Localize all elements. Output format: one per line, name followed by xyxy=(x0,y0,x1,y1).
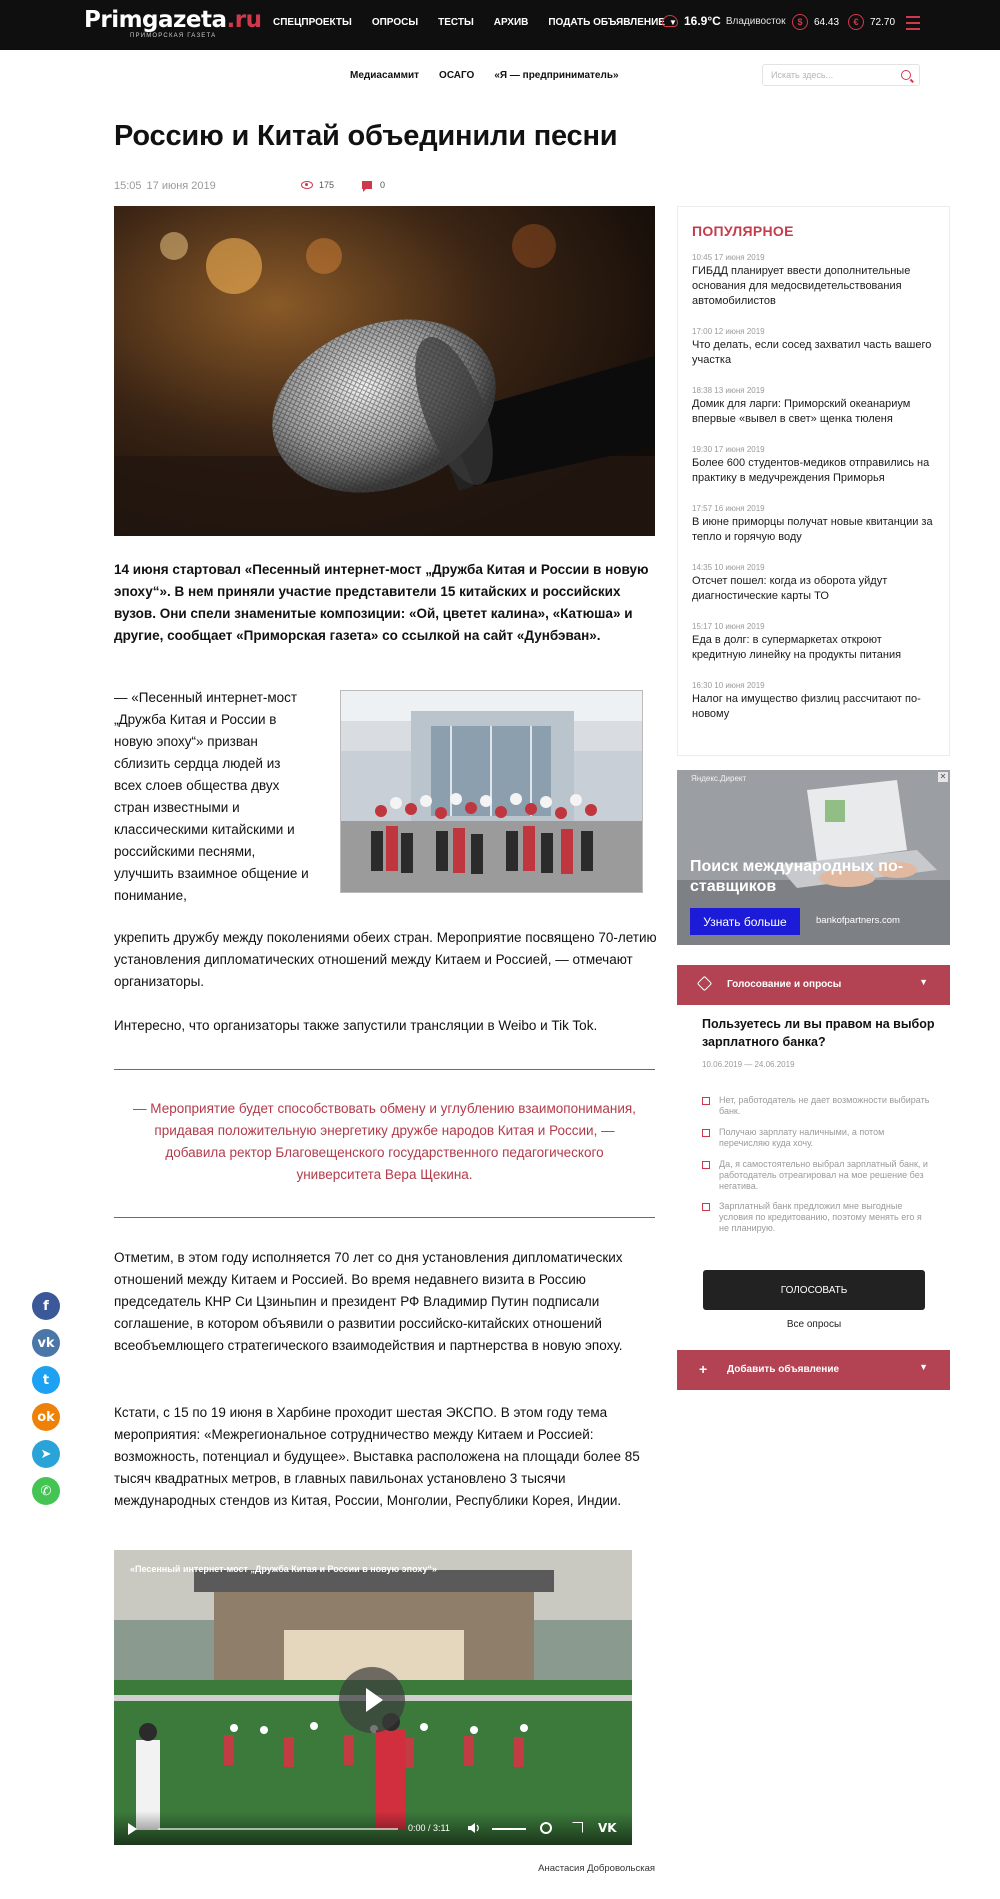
search-icon[interactable] xyxy=(901,70,911,80)
popular-item-date: 10 июня 2019 xyxy=(714,563,765,572)
poll-accordion-header[interactable] xyxy=(677,965,950,1005)
all-polls-link[interactable]: Все опросы xyxy=(786,1319,842,1330)
share-whatsapp-icon[interactable]: ✆ xyxy=(32,1477,60,1505)
poll-option-label: Нет, работодатель не дает возможности выбирать банк. xyxy=(719,1095,930,1116)
popular-item-title[interactable]: Более 600 студентов-медиков отправились на практику в медучреждения Приморья xyxy=(692,457,930,484)
article-lead: 14 июня стартовал «Песенный интернет-мост „Дружба Китая и России в новую эпоху“». В нем приняли участие представители 15 китайских и российских вузов. Они спели знаменитые композиции: «Ой, цветет калина», «Катюша» и другие, сообщает «Приморская газета» со ссылкой на сайт «Дунбэван». xyxy=(114,562,649,643)
usd-rate xyxy=(792,14,839,30)
popular-item-date: 16 июня 2019 xyxy=(714,504,765,513)
article-time: 15:05 xyxy=(114,180,142,192)
dollar-icon: $ xyxy=(792,14,808,30)
euro-icon: € xyxy=(848,14,864,30)
popular-item-date: 17 июня 2019 xyxy=(714,253,765,262)
usd-rate-value: 64.43 xyxy=(814,16,840,28)
add-ad-accordion-header[interactable] xyxy=(677,1350,950,1390)
share-vk-icon[interactable]: vk xyxy=(32,1329,60,1357)
eur-rate xyxy=(848,14,895,30)
volume-slider[interactable] xyxy=(492,1828,526,1830)
popular-item-date: 12 июня 2019 xyxy=(714,327,765,336)
popular-item-title[interactable]: Домик для ларги: Приморский океанариум впервые «вывел в свет» щенка тюленя xyxy=(692,398,911,425)
vote-button[interactable]: ГОЛОСОВАТЬ xyxy=(703,1270,925,1310)
subnav-link-mediasummit[interactable]: Медиасаммит xyxy=(350,70,420,81)
popular-item-title[interactable]: Отсчет пошел: когда из оборота уйдут диагностические карты ТО xyxy=(692,575,888,602)
popular-item[interactable] xyxy=(692,622,937,663)
eur-rate-value: 72.70 xyxy=(870,16,896,28)
popular-item-title[interactable]: Налог на имущество физлиц рассчитают по-новому xyxy=(692,693,921,720)
popular-item-time: 19:30 xyxy=(692,445,713,454)
popular-item-date: 10 июня 2019 xyxy=(714,681,765,690)
chevron-down-icon: ▼ xyxy=(919,977,928,987)
students-group-photo xyxy=(340,690,643,893)
popular-item-title[interactable]: Еда в долг: в супермаркетах откроют кредитную линейку на продукты питания xyxy=(692,634,902,661)
popular-item-time: 16:30 xyxy=(692,681,713,690)
popular-item-time: 17:00 xyxy=(692,327,713,336)
nav-polls[interactable]: ОПРОСЫ xyxy=(371,17,419,28)
ad-banner[interactable] xyxy=(677,770,950,945)
ad-label: Яндекс.Директ xyxy=(691,774,747,783)
main-nav xyxy=(273,17,697,28)
weather-temp: 16.9°C xyxy=(684,14,721,28)
volume-icon[interactable] xyxy=(468,1822,480,1834)
share-odnoklassniki-icon[interactable]: ok xyxy=(32,1403,60,1431)
poll-checkbox[interactable] xyxy=(702,1203,710,1211)
article-paragraph-1-start: — «Песенный интернет-мост „Дружба Китая и России в новую эпоху“» призван сблизить сердца людей из всех слоев общества двух стран известными и классическими китайскими и российскими песнями, улучшить взаимное общение и понимание, xyxy=(114,690,309,903)
share-twitter-icon[interactable]: t xyxy=(32,1366,60,1394)
popular-item-time: 15:17 xyxy=(692,622,713,631)
article-paragraph-2: Интересно, что организаторы также запустили трансляции в Weibo и Tik Tok. xyxy=(114,1018,598,1033)
top-bar xyxy=(0,0,1000,50)
weather-widget xyxy=(662,14,785,28)
poll-option[interactable] xyxy=(702,1159,932,1192)
nav-submit-ad-label: ПОДАТЬ ОБЪЯВЛЕНИЕ xyxy=(548,17,665,28)
vk-logo[interactable]: VK xyxy=(598,1821,617,1835)
popular-item[interactable] xyxy=(692,386,937,427)
popular-item[interactable] xyxy=(692,327,937,368)
article-date: 17 июня 2019 xyxy=(146,180,216,192)
video-time: 0:00 / 3:11 xyxy=(408,1823,450,1833)
play-button-icon[interactable] xyxy=(128,1823,137,1835)
subnav-link-osago[interactable]: ОСАГО xyxy=(439,70,475,81)
ad-cta-button[interactable]: Узнать больше xyxy=(690,908,800,935)
article-meta xyxy=(114,180,216,192)
article-author: Анастасия Добровольская xyxy=(538,1863,655,1874)
popular-item-title[interactable]: Что делать, если сосед захватил часть вашего участка xyxy=(692,339,932,366)
comments-count: 0 xyxy=(380,180,386,190)
popular-item-date: 10 июня 2019 xyxy=(714,622,765,631)
popular-item[interactable] xyxy=(692,445,937,486)
popular-item[interactable] xyxy=(692,504,937,545)
popular-item-title[interactable]: ГИБДД планирует ввести дополнительные основания для медосвидетельствования автомобилистов xyxy=(692,265,911,307)
menu-icon[interactable] xyxy=(906,16,920,34)
add-ad-title: Добавить объявление xyxy=(727,1364,840,1375)
nav-tests[interactable]: ТЕСТЫ xyxy=(438,17,474,28)
hero-image-microphone xyxy=(114,206,655,536)
logo-text: Primgazeta xyxy=(84,7,227,33)
share-facebook-icon[interactable]: f xyxy=(32,1292,60,1320)
microphone-illustration xyxy=(114,206,655,536)
chevron-down-icon: ▼ xyxy=(668,18,677,27)
seek-bar[interactable] xyxy=(158,1828,398,1830)
quote-divider-top xyxy=(114,1069,655,1070)
poll-question: Пользуетесь ли вы правом на выбор зарплатного банка? xyxy=(702,1017,935,1049)
logo-ru: .ru xyxy=(226,7,262,33)
popular-widget xyxy=(677,206,950,756)
views-count: 175 xyxy=(319,180,335,190)
article-paragraph-1-end: укрепить дружбу между поколениями обеих стран. Мероприятие посвящено 70-летию установления дипломатических отношений между Китаем и Россией, — отмечают организаторы. xyxy=(114,930,657,989)
poll-option-label: Получаю зарплату наличными, а потом перечисляю куда хочу. xyxy=(719,1127,885,1148)
popular-item-time: 14:35 xyxy=(692,563,713,572)
poll-checkbox[interactable] xyxy=(702,1161,710,1169)
popular-item-title[interactable]: В июне приморцы получат новые квитанции за тепло и горячую воду xyxy=(692,516,933,543)
comments-counter[interactable] xyxy=(362,180,385,190)
popular-item-date: 13 июня 2019 xyxy=(714,386,765,395)
popular-item[interactable] xyxy=(692,681,937,722)
pencil-icon xyxy=(697,976,713,992)
views-counter xyxy=(301,180,334,190)
poll-checkbox[interactable] xyxy=(702,1097,710,1105)
popular-item-time: 17:57 xyxy=(692,504,713,513)
play-icon[interactable] xyxy=(339,1667,405,1733)
video-controls xyxy=(114,1811,632,1845)
popular-item-date: 17 июня 2019 xyxy=(714,445,765,454)
popular-item[interactable] xyxy=(692,563,937,604)
article-paragraph-3: Отметим, в этом году исполняется 70 лет со дня установления дипломатических отношений между Китаем и Россией. Во время недавнего визита в Россию председатель КНР Си Цзиньпин и президент РФ Владимир Путин подписали соглашение, в котором объявили о развитии российско-китайских отношений всеобъемлющего стратегического взаимодействия и партнерства в новую эпоху. xyxy=(114,1250,623,1353)
popular-item-time: 10:45 xyxy=(692,253,713,262)
weather-city: Владивосток xyxy=(725,15,786,27)
search-input[interactable] xyxy=(771,68,891,82)
poll-option[interactable] xyxy=(702,1201,932,1234)
poll-option-label: Зарплатный банк предложил мне выгодные условия по кредитованию, поэтому менять его я не планирую. xyxy=(719,1201,922,1233)
quote-divider-bottom xyxy=(114,1217,655,1218)
logo-subtitle: ПРИМОРСКАЯ ГАЗЕТА xyxy=(130,33,217,39)
nav-special-projects[interactable]: СПЕЦПРОЕКТЫ xyxy=(273,17,352,28)
video-player[interactable] xyxy=(114,1550,632,1845)
gear-icon[interactable] xyxy=(540,1822,552,1834)
search-box xyxy=(762,64,920,86)
ad-url[interactable]: bankofpartners.com xyxy=(816,915,900,926)
students-photo-illustration xyxy=(341,691,643,893)
popular-item[interactable] xyxy=(692,253,937,309)
article-quote: — Мероприятие будет способствовать обмену и углублению взаимопонимания, придавая положительную энергетику дружбе народов Китая и России, — добавила ректор Благовещенского государственного педагогического университета Вера Щекина. xyxy=(133,1101,636,1182)
close-icon[interactable]: ✕ xyxy=(939,772,947,781)
share-telegram-icon[interactable]: ➤ xyxy=(32,1440,60,1468)
poll-option[interactable] xyxy=(702,1127,932,1149)
article-paragraph-4: Кстати, с 15 по 19 июня в Харбине проходит шестая ЭКСПО. В этом году тема мероприятия: «Межрегиональное сотрудничество между Китаем и Россией: возможность, потенциал и будущее». Выставка расположена на площади более 85 тысяч квадратных метров, в главных павильонах установлено 3 тысячи международных стендов из Китая, России, Монголии, Республики Корея, Индии. xyxy=(114,1405,640,1508)
ad-headline[interactable]: Поиск международных по-ставщиков xyxy=(690,858,904,895)
poll-section-title: Голосование и опросы xyxy=(727,979,842,990)
poll-dates: 10.06.2019 — 24.06.2019 xyxy=(702,1060,795,1069)
comment-icon xyxy=(362,181,372,189)
eye-icon xyxy=(301,181,313,189)
video-title: «Песенный интернет-мост „Дружба Китая и России в новую эпоху“» xyxy=(130,1564,437,1574)
nav-archive[interactable]: АРХИВ xyxy=(493,17,529,28)
poll-checkbox[interactable] xyxy=(702,1129,710,1137)
article-title: Россию и Китай объединили песни xyxy=(114,120,618,152)
nav-submit-ad[interactable] xyxy=(548,17,677,28)
poll-option-label: Да, я самостоятельно выбрал зарплатный банк, и работодатель отреагировал на мое решение без негатива. xyxy=(719,1159,928,1191)
popular-title: ПОПУЛЯРНОЕ xyxy=(692,223,794,239)
chevron-down-icon: ▼ xyxy=(919,1362,928,1372)
fullscreen-icon[interactable] xyxy=(572,1822,583,1833)
site-logo[interactable] xyxy=(84,8,262,39)
cloud-icon xyxy=(662,15,678,27)
popular-item-time: 18:38 xyxy=(692,386,713,395)
plus-icon: + xyxy=(699,1361,708,1377)
subnav-link-entrepreneur[interactable]: «Я — предприниматель» xyxy=(494,70,619,81)
poll-option[interactable] xyxy=(702,1095,932,1117)
